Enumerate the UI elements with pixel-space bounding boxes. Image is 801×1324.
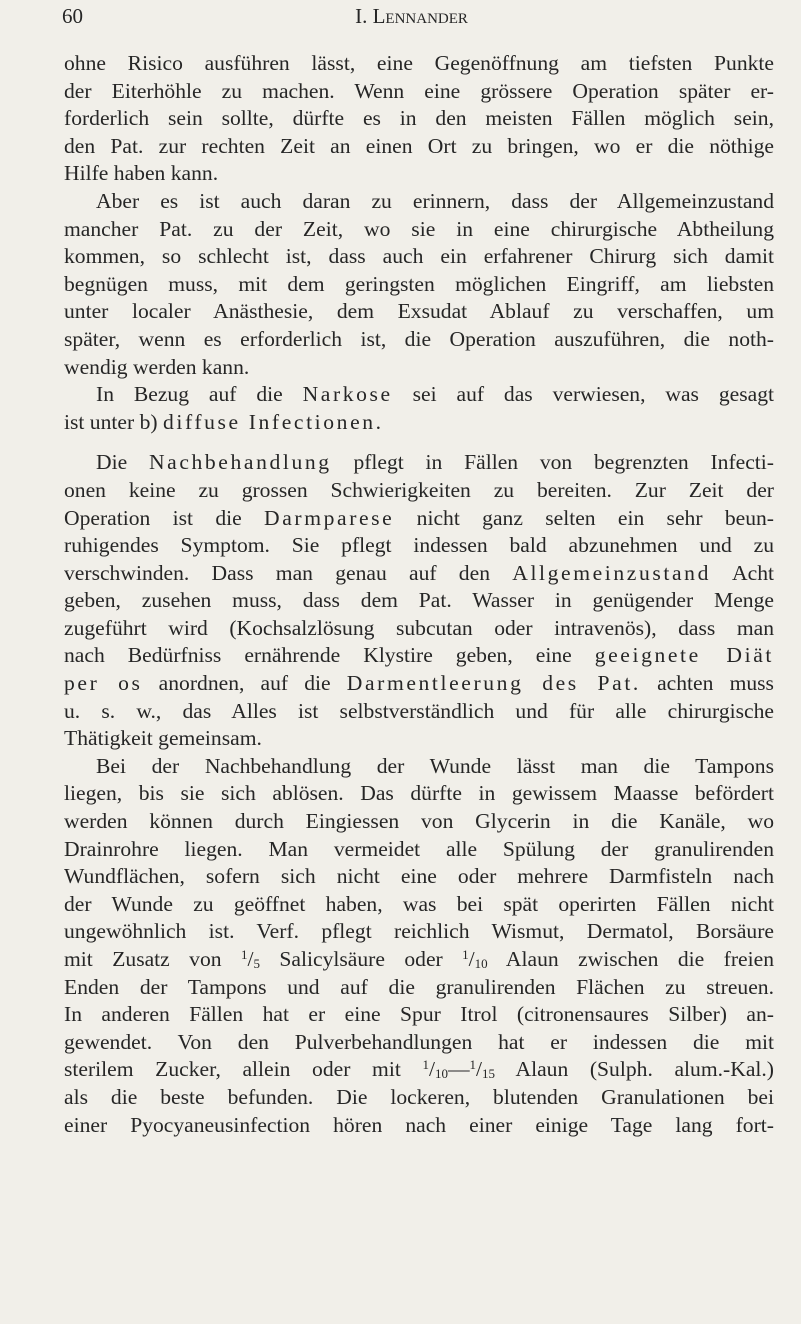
- text-line: liegen, bis sie sich ablösen. Das dürfte in gewissem Maasse befördert: [64, 781, 774, 806]
- text-segment: nach Bedürfniss ernährende Klystire geben, eine: [64, 643, 572, 668]
- spaced-term: Darmentleerung des Pat.: [346, 671, 641, 696]
- text-line: der Wunde zu geöffnet haben, was bei spät operirten Fällen nicht: [64, 891, 774, 916]
- text-line: ohne Risico ausführen lässt, eine Gegenöffnung am tiefsten Punkte: [64, 51, 774, 75]
- text-line: forderlich sein sollte, dürfte es in den meisten Fällen möglich sein,: [64, 106, 774, 131]
- text-line: ungewöhnlich ist. Verf. pflegt reichlich Wismut, Dermatol, Borsäure: [64, 919, 774, 944]
- text-line: ruhigendes Symptom. Sie pflegt indessen bald abzunehmen und zu: [64, 533, 774, 558]
- text-line: der Eiterhöhle zu machen. Wenn eine grössere Operation später er-: [64, 78, 774, 103]
- text-line: geben, zusehen muss, dass dem Pat. Wasser in genügender Menge: [64, 588, 774, 613]
- text-line: [64, 1056, 774, 1084]
- spaced-term: geeignete Diät: [594, 643, 775, 668]
- text-line: Hilfe haben kann.: [64, 161, 219, 186]
- spaced-term: Darmparese: [264, 505, 395, 530]
- text-line: mancher Pat. zu der Zeit, wo sie in eine chirurgische Abtheilung: [64, 216, 774, 241]
- text-segment: sei auf das verwiesen, was gesagt: [412, 382, 774, 407]
- text-line: gewendet. Von den Pulverbehandlungen hat er indessen die mit: [64, 1029, 774, 1054]
- author-name: Lennander: [372, 4, 468, 28]
- text-segment: ist unter b): [64, 409, 158, 434]
- text-line: [64, 670, 774, 698]
- text-line: zugeführt wird (Kochsalzlösung subcutan oder intravenös), dass man: [64, 615, 774, 640]
- text-segment: mit Zusatz von: [64, 947, 222, 971]
- text-line: Aber es ist auch daran zu erinnern, dass der Allgemeinzustand: [96, 188, 774, 213]
- text-line: später, wenn es erforderlich ist, die Operation auszuführen, die noth-: [64, 326, 774, 351]
- spaced-term: Allgemeinzustand: [512, 560, 711, 585]
- fraction-range: $^1/_{10}—^1/_{15}$: [422, 1057, 496, 1082]
- running-header: [62, 4, 761, 30]
- text-line: wendig werden kann.: [64, 354, 250, 379]
- text-line: [64, 381, 774, 409]
- text-segment: pflegt in Fällen von begrenzten Infecti-: [353, 450, 774, 475]
- text-line: u. s. w., das Alles ist selbstverständlich und für alle chirurgische: [64, 698, 774, 723]
- text-segment: achten muss: [657, 671, 774, 696]
- text-line: unter localer Anästhesie, dem Exsudat Ablauf zu verschaffen, um: [64, 299, 774, 324]
- text-line: Thätigkeit gemeinsam.: [64, 726, 262, 751]
- text-line: einer Pyocyaneusinfection hören nach einer einige Tage lang fort-: [64, 1112, 774, 1137]
- text-segment: verschwinden. Dass man genau auf den: [64, 560, 490, 585]
- text-line: In anderen Fällen hat er eine Spur Itrol (citronensaures Silber) an-: [64, 1002, 774, 1027]
- text-segment: Acht: [732, 560, 774, 585]
- text-segment: Die: [96, 450, 128, 475]
- text-segment: Salicylsäure oder: [279, 947, 443, 971]
- text-line: [64, 946, 774, 974]
- text-line: Wundflächen, sofern sich nicht eine oder mehrere Darmfisteln nach: [64, 864, 774, 889]
- text-line: Bei der Nachbehandlung der Wunde lässt man die Tampons: [96, 753, 774, 778]
- text-segment: Alaun zwischen die freien: [505, 947, 774, 971]
- text-segment: anordnen, auf die: [158, 671, 331, 696]
- text-line: [64, 449, 774, 477]
- spaced-term: Narkose: [302, 382, 393, 407]
- page-number: 60: [62, 4, 83, 28]
- text-segment: In Bezug auf die: [96, 382, 283, 407]
- author-initial: I.: [355, 4, 368, 28]
- body-text: [64, 50, 774, 1139]
- text-line: onen keine zu grossen Schwierigkeiten zu bereiten. Zur Zeit der: [64, 477, 774, 502]
- text-line: [64, 560, 774, 588]
- text-line: als die beste befunden. Die lockeren, blutenden Granulationen bei: [64, 1084, 774, 1109]
- text-segment: Operation ist die: [64, 505, 242, 530]
- text-line: Enden der Tampons und auf die granulirenden Flächen zu streuen.: [64, 974, 774, 999]
- text-segment: Alaun (Sulph. alum.-Kal.): [515, 1057, 774, 1082]
- text-line: kommen, so schlecht ist, dass auch ein erfahrener Chirurg sich damit: [64, 244, 774, 269]
- spaced-term: Nachbehandlung: [148, 450, 332, 475]
- spaced-term: per os: [64, 671, 143, 696]
- text-line: werden können durch Eingiessen von Glycerin in die Kanäle, wo: [64, 809, 774, 834]
- text-line: Drainrohre liegen. Man vermeidet alle Spülung der granulirenden: [64, 836, 774, 861]
- text-line: begnügen muss, mit dem geringsten möglichen Eingriff, am liebsten: [64, 271, 774, 296]
- fraction: $^1/_5$: [241, 947, 260, 971]
- running-head-title: [62, 4, 761, 29]
- paragraph-gap: [64, 436, 774, 449]
- text-line: den Pat. zur rechten Zeit an einen Ort zu bringen, wo er die nöthige: [64, 133, 774, 158]
- text-segment: sterilem Zucker, allein oder mit: [64, 1057, 401, 1082]
- fraction: $^1/_{10}$: [462, 947, 488, 971]
- spaced-term: diffuse Infectionen.: [162, 409, 384, 434]
- text-segment: nicht ganz selten ein sehr beun-: [416, 505, 774, 530]
- text-line: [64, 642, 774, 670]
- text-line: [64, 409, 774, 437]
- text-line: [64, 505, 774, 533]
